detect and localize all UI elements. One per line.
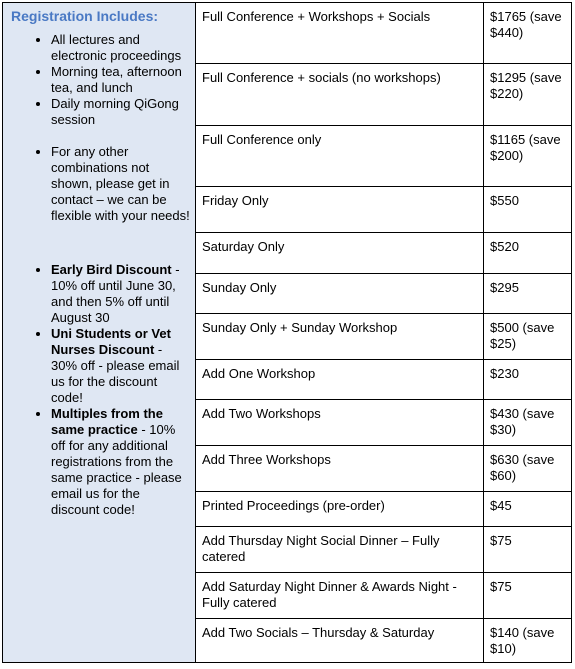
discount-item [51,326,191,406]
discounts-list [11,262,191,518]
option-description: Saturday Only [196,233,484,274]
includes-list [11,32,191,128]
registration-includes-title: Registration Includes: [11,8,159,24]
option-price: $140 (save $10) [484,619,572,663]
option-description: Printed Proceedings (pre-order) [196,491,484,526]
option-description: Full Conference + Workshops + Socials [196,3,484,64]
list-item: • Daily morning QiGong session [51,96,191,128]
option-price: $550 [484,187,572,233]
registration-table [2,2,572,663]
option-description: Add One Workshop [196,359,484,400]
discount-item [51,262,191,326]
discount-name: Early Bird Discount [51,262,172,277]
contact-note: • For any other combinations not shown, please get in contact – we can be flexible with your needs! [51,144,191,224]
option-price: $430 (save $30) [484,400,572,446]
option-description: Full Conference only [196,125,484,187]
discount-name: Uni Students or Vet Nurses Discount [51,326,171,357]
option-description: Add Saturday Night Dinner & Awards Night - Fully catered [196,572,484,619]
option-price: $230 [484,359,572,400]
option-price: $1295 (save $220) [484,63,572,125]
discount-detail: - 10% off for any additional registrations from the same practice - please email us for the discount code! [51,422,182,517]
option-description: Add Two Workshops [196,400,484,446]
option-description: Sunday Only [196,273,484,314]
option-price: $1765 (save $440) [484,3,572,64]
option-description: Sunday Only + Sunday Workshop [196,314,484,360]
option-description: Full Conference + socials (no workshops) [196,63,484,125]
discount-name: Multiples from the same practice [51,406,163,437]
option-price: $630 (save $60) [484,445,572,491]
discount-detail: - 30% off - please email us for the discount code! [51,342,180,405]
option-price: $75 [484,572,572,619]
table-row [3,3,572,64]
option-price: $45 [484,491,572,526]
option-price: $1165 (save $200) [484,125,572,187]
option-price: $520 [484,233,572,274]
contact-note-list [11,144,191,224]
registration-includes-panel [3,3,196,663]
list-item: • All lectures and electronic proceedings [51,32,191,64]
option-description: Add Three Workshops [196,445,484,491]
list-item: • Morning tea, afternoon tea, and lunch [51,64,191,96]
option-price: $295 [484,273,572,314]
option-price: $75 [484,527,572,573]
discount-detail: - 10% off until June 30, and then 5% off until August 30 [51,262,180,325]
discount-item [51,406,191,518]
option-description: Add Two Socials – Thursday & Saturday [196,619,484,663]
option-price: $500 (save $25) [484,314,572,360]
option-description: Friday Only [196,187,484,233]
option-description: Add Thursday Night Social Dinner – Fully catered [196,527,484,573]
